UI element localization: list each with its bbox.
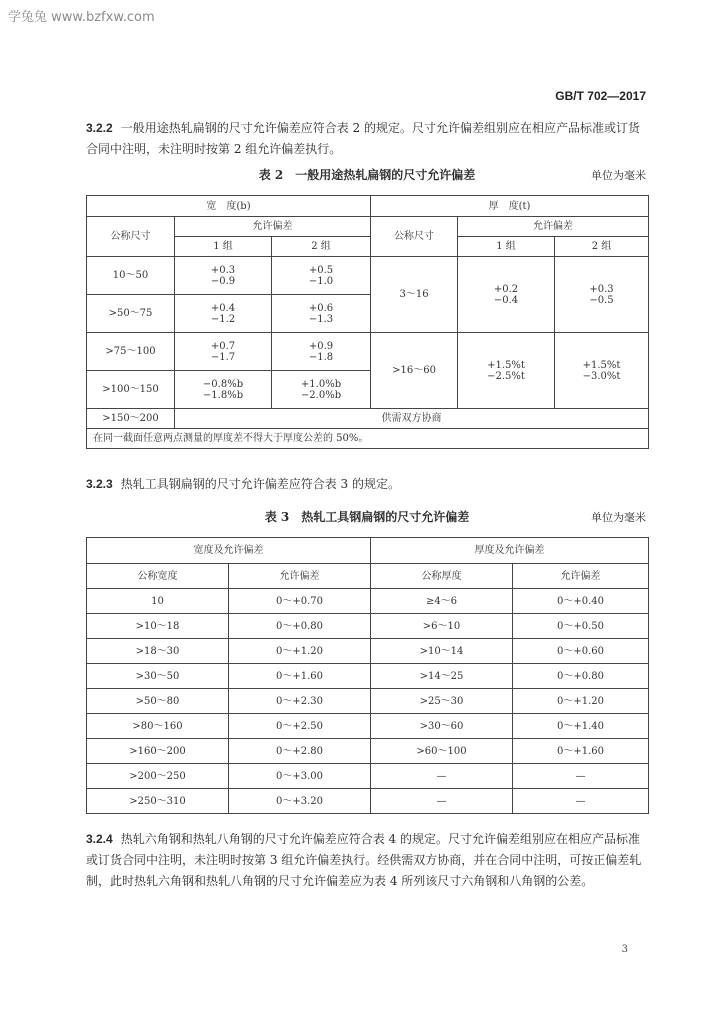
nominal-thickness: >60～100 (371, 739, 513, 764)
width-deviation: 0～+2.80 (229, 739, 371, 764)
clause-text: 一般用途热轧扁钢的尺寸允许偏差应符合表 2 的规定。尺寸允许偏差组别应在相应产品标准或订货合同中注明，未注明时按第 2 组允许偏差执行。 (86, 121, 640, 156)
table-row (87, 257, 649, 295)
width-group-2-deviation: +0.6 −1.3 (272, 295, 371, 333)
negotiation-cell: 供需双方协商 (175, 409, 649, 429)
nominal-width: >18～30 (87, 639, 229, 664)
thickness-group-1-deviation: +0.2 −0.4 (458, 257, 555, 333)
width-deviation: 0～+3.00 (229, 764, 371, 789)
width-group-1-deviation: +0.4 −1.2 (175, 295, 272, 333)
width-group-2-deviation: +1.0%b −2.0%b (272, 371, 371, 409)
clause-number: 3.2.2 (86, 121, 113, 135)
width-group-1-deviation: −0.8%b −1.8%b (175, 371, 272, 409)
table-unit: 单位为毫米 (591, 169, 646, 182)
table-row (87, 409, 649, 429)
table-2-caption (86, 166, 648, 184)
thickness-deviation: 0～+1.20 (513, 689, 649, 714)
nominal-thickness-header: 公称厚度 (371, 564, 513, 589)
width-size: >50～75 (87, 295, 175, 333)
nominal-width: >30～50 (87, 664, 229, 689)
clause-3-2-2 (86, 118, 648, 160)
nominal-thickness: ≥4～6 (371, 589, 513, 614)
group-2-header: 2 组 (272, 237, 371, 257)
nominal-thickness: >30～60 (371, 714, 513, 739)
group-2-header: 2 组 (555, 237, 649, 257)
table-unit: 单位为毫米 (591, 511, 646, 524)
nominal-thickness: >25～30 (371, 689, 513, 714)
table-row (87, 614, 649, 639)
nominal-thickness: — (371, 764, 513, 789)
table-row (87, 333, 649, 371)
table-2 (86, 195, 649, 449)
table-3 (86, 537, 649, 814)
width-deviation: 0～+2.30 (229, 689, 371, 714)
nominal-size-header: 公称尺寸 (371, 217, 458, 257)
width-size: >100～150 (87, 371, 175, 409)
table-row (87, 664, 649, 689)
width-group-2-deviation: +0.9 −1.8 (272, 333, 371, 371)
table-row (87, 789, 649, 814)
table-row (87, 764, 649, 789)
width-group-1-deviation: +0.7 −1.7 (175, 333, 272, 371)
clause-number: 3.2.3 (86, 477, 113, 491)
thickness-group-1-deviation: +1.5%t −2.5%t (458, 333, 555, 409)
nominal-width: >10～18 (87, 614, 229, 639)
allowed-deviation-header: 允许偏差 (229, 564, 371, 589)
group-1-header: 1 组 (175, 237, 272, 257)
table-row (87, 714, 649, 739)
table-row (87, 689, 649, 714)
thickness-deviation: — (513, 764, 649, 789)
nominal-thickness: >10～14 (371, 639, 513, 664)
table-3-caption (86, 508, 648, 526)
width-tolerance-header: 宽度及允许偏差 (87, 538, 371, 564)
width-size: >75～100 (87, 333, 175, 371)
thickness-header: 厚 度(t) (371, 196, 649, 217)
nominal-width: >250～310 (87, 789, 229, 814)
clause-number: 3.2.4 (86, 832, 113, 846)
width-deviation: 0～+1.60 (229, 664, 371, 689)
thickness-deviation: 0～+0.50 (513, 614, 649, 639)
thickness-deviation: 0～+0.80 (513, 664, 649, 689)
table-title: 表 3 热轧工具钢扁钢的尺寸允许偏差 (264, 510, 470, 524)
table-row (87, 589, 649, 614)
thickness-size: 3～16 (371, 257, 458, 333)
nominal-width-header: 公称宽度 (87, 564, 229, 589)
width-deviation: 0～+0.70 (229, 589, 371, 614)
nominal-thickness: >14～25 (371, 664, 513, 689)
nominal-width: >50～80 (87, 689, 229, 714)
table-note: 在同一截面任意两点测量的厚度差不得大于厚度公差的 50%。 (87, 429, 649, 449)
width-group-1-deviation: +0.3 −0.9 (175, 257, 272, 295)
table-row (87, 639, 649, 664)
thickness-deviation: 0～+1.60 (513, 739, 649, 764)
nominal-width: >80～160 (87, 714, 229, 739)
group-1-header: 1 组 (458, 237, 555, 257)
width-deviation: 0～+0.80 (229, 614, 371, 639)
table-row (87, 739, 649, 764)
nominal-width: >160～200 (87, 739, 229, 764)
page-number: 3 (621, 944, 628, 955)
allowed-deviation-header: 允许偏差 (175, 217, 371, 237)
standard-number: GB/T 702—2017 (555, 89, 646, 103)
width-deviation: 0～+1.20 (229, 639, 371, 664)
clause-text: 热轧工具钢扁钢的尺寸允许偏差应符合表 3 的规定。 (120, 477, 400, 491)
width-group-2-deviation: +0.5 −1.0 (272, 257, 371, 295)
thickness-deviation: 0～+1.40 (513, 714, 649, 739)
allowed-deviation-header: 允许偏差 (513, 564, 649, 589)
width-deviation: 0～+3.20 (229, 789, 371, 814)
table-note-row (87, 429, 649, 449)
width-deviation: 0～+2.50 (229, 714, 371, 739)
nominal-width: 10 (87, 589, 229, 614)
width-size: >150～200 (87, 409, 175, 429)
clause-3-2-3 (86, 474, 648, 495)
thickness-group-2-deviation: +0.3 −0.5 (555, 257, 649, 333)
width-header: 宽 度(b) (87, 196, 371, 217)
allowed-deviation-header: 允许偏差 (458, 217, 649, 237)
nominal-width: >200～250 (87, 764, 229, 789)
nominal-size-header: 公称尺寸 (87, 217, 175, 257)
nominal-thickness: >6～10 (371, 614, 513, 639)
thickness-deviation: 0～+0.60 (513, 639, 649, 664)
thickness-deviation: 0～+0.40 (513, 589, 649, 614)
thickness-size: >16～60 (371, 333, 458, 409)
table-title: 表 2 一般用途热轧扁钢的尺寸允许偏差 (258, 168, 476, 182)
thickness-deviation: — (513, 789, 649, 814)
thickness-group-2-deviation: +1.5%t −3.0%t (555, 333, 649, 409)
clause-text: 热轧六角钢和热轧八角钢的尺寸允许偏差应符合表 4 的规定。尺寸允许偏差组别应在相应产品标准或订货合同中注明，未注明时按第 3 组允许偏差执行。经供需双方协商，并在合同中注明，可按正偏差轧制，此时热轧六角钢和热轧八角钢的尺寸允许偏差应为表 4 所列该尺寸六角钢和八角钢的公差。 (86, 832, 642, 888)
thickness-tolerance-header: 厚度及允许偏差 (371, 538, 649, 564)
clause-3-2-4 (86, 829, 648, 892)
site-watermark: 学兔兔 www.bzfxw.com (8, 10, 155, 25)
nominal-thickness: — (371, 789, 513, 814)
width-size: 10～50 (87, 257, 175, 295)
